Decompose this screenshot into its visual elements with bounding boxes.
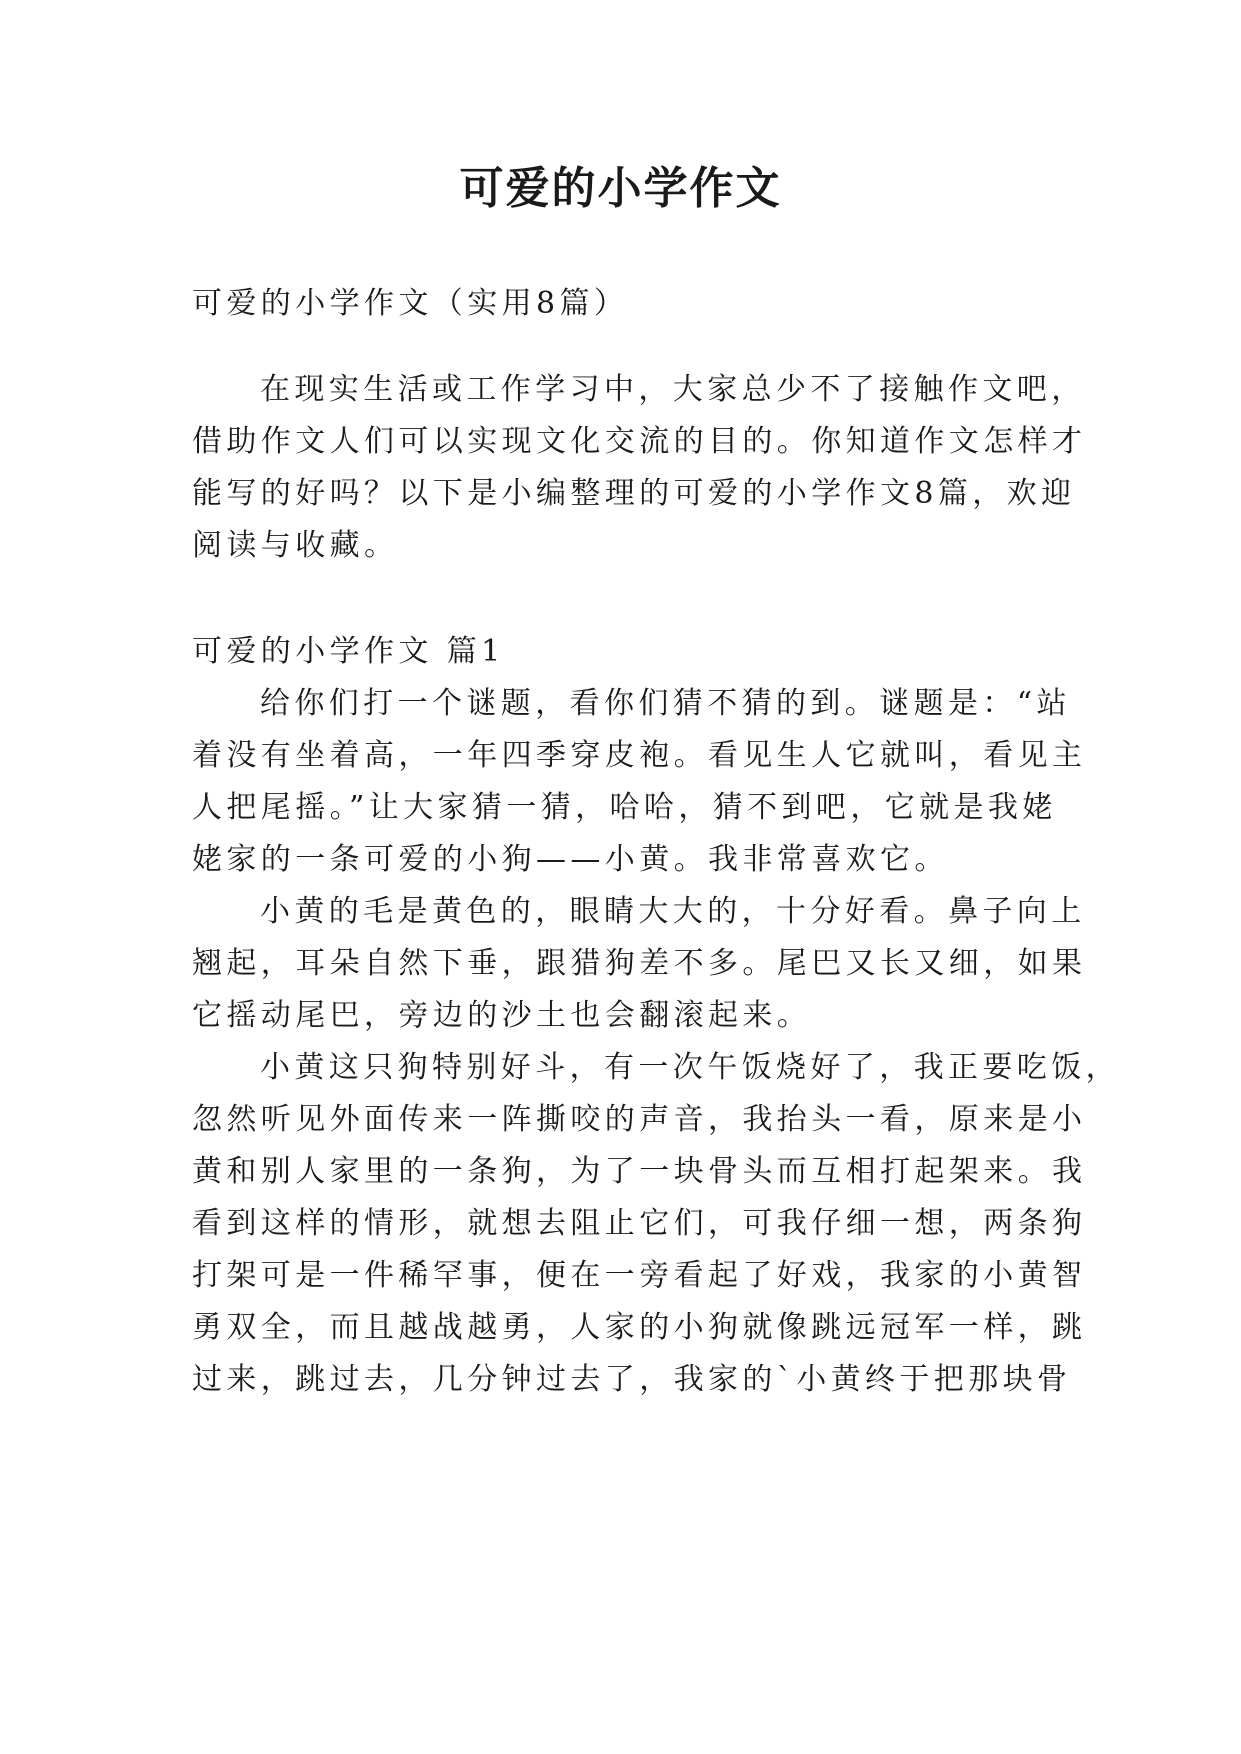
paragraph-line: 过来，跳过去，几分钟过去了，我家的`小黄终于把那块骨 <box>192 1362 1072 1397</box>
paragraph-line: 给你们打一个谜题，看你们猜不猜的到。谜题是：“站 <box>260 686 1071 721</box>
paragraph-line: 小黄这只狗特别好斗，有一次午饭烧好了，我正要吃饭， <box>260 1050 1120 1085</box>
paragraph-line: 着没有坐着高，一年四季穿皮袍。看见生人它就叫，看见主 <box>192 738 1087 773</box>
paragraph-line: 姥家的一条可爱的小狗——小黄。我非常喜欢它。 <box>192 842 949 877</box>
paragraph-line: 人把尾摇。”让大家猜一猜，哈哈，猜不到吧，它就是我姥 <box>192 790 1057 825</box>
document-subtitle: 可爱的小学作文（实用8篇） <box>192 286 629 321</box>
document-title: 可爱的小学作文 <box>459 163 782 214</box>
paragraph-line: 黄和别人家里的一条狗，为了一块骨头而互相打起架来。我 <box>192 1154 1087 1189</box>
section-heading: 可爱的小学作文 篇1 <box>192 634 505 669</box>
intro-line: 能写的好吗？以下是小编整理的可爱的小学作文8篇，欢迎 <box>192 476 1076 511</box>
paragraph-line: 打架可是一件稀罕事，便在一旁看起了好戏，我家的小黄智 <box>192 1258 1087 1293</box>
intro-line: 在现实生活或工作学习中，大家总少不了接触作文吧， <box>260 372 1086 407</box>
paragraph-line: 小黄的毛是黄色的，眼睛大大的，十分好看。鼻子向上 <box>260 894 1086 929</box>
paragraph-line: 翘起，耳朵自然下垂，跟猎狗差不多。尾巴又长又细，如果 <box>192 946 1087 981</box>
intro-line: 借助作文人们可以实现文化交流的目的。你知道作文怎样才 <box>192 424 1087 459</box>
intro-line: 阅读与收藏。 <box>192 528 399 563</box>
paragraph-line: 看到这样的情形，就想去阻止它们，可我仔细一想，两条狗 <box>192 1206 1087 1241</box>
paragraph-line: 忽然听见外面传来一阵撕咬的声音，我抬头一看，原来是小 <box>192 1102 1087 1137</box>
paragraph-line: 它摇动尾巴，旁边的沙土也会翻滚起来。 <box>192 998 812 1033</box>
paragraph-line: 勇双全，而且越战越勇，人家的小狗就像跳远冠军一样，跳 <box>192 1310 1087 1345</box>
